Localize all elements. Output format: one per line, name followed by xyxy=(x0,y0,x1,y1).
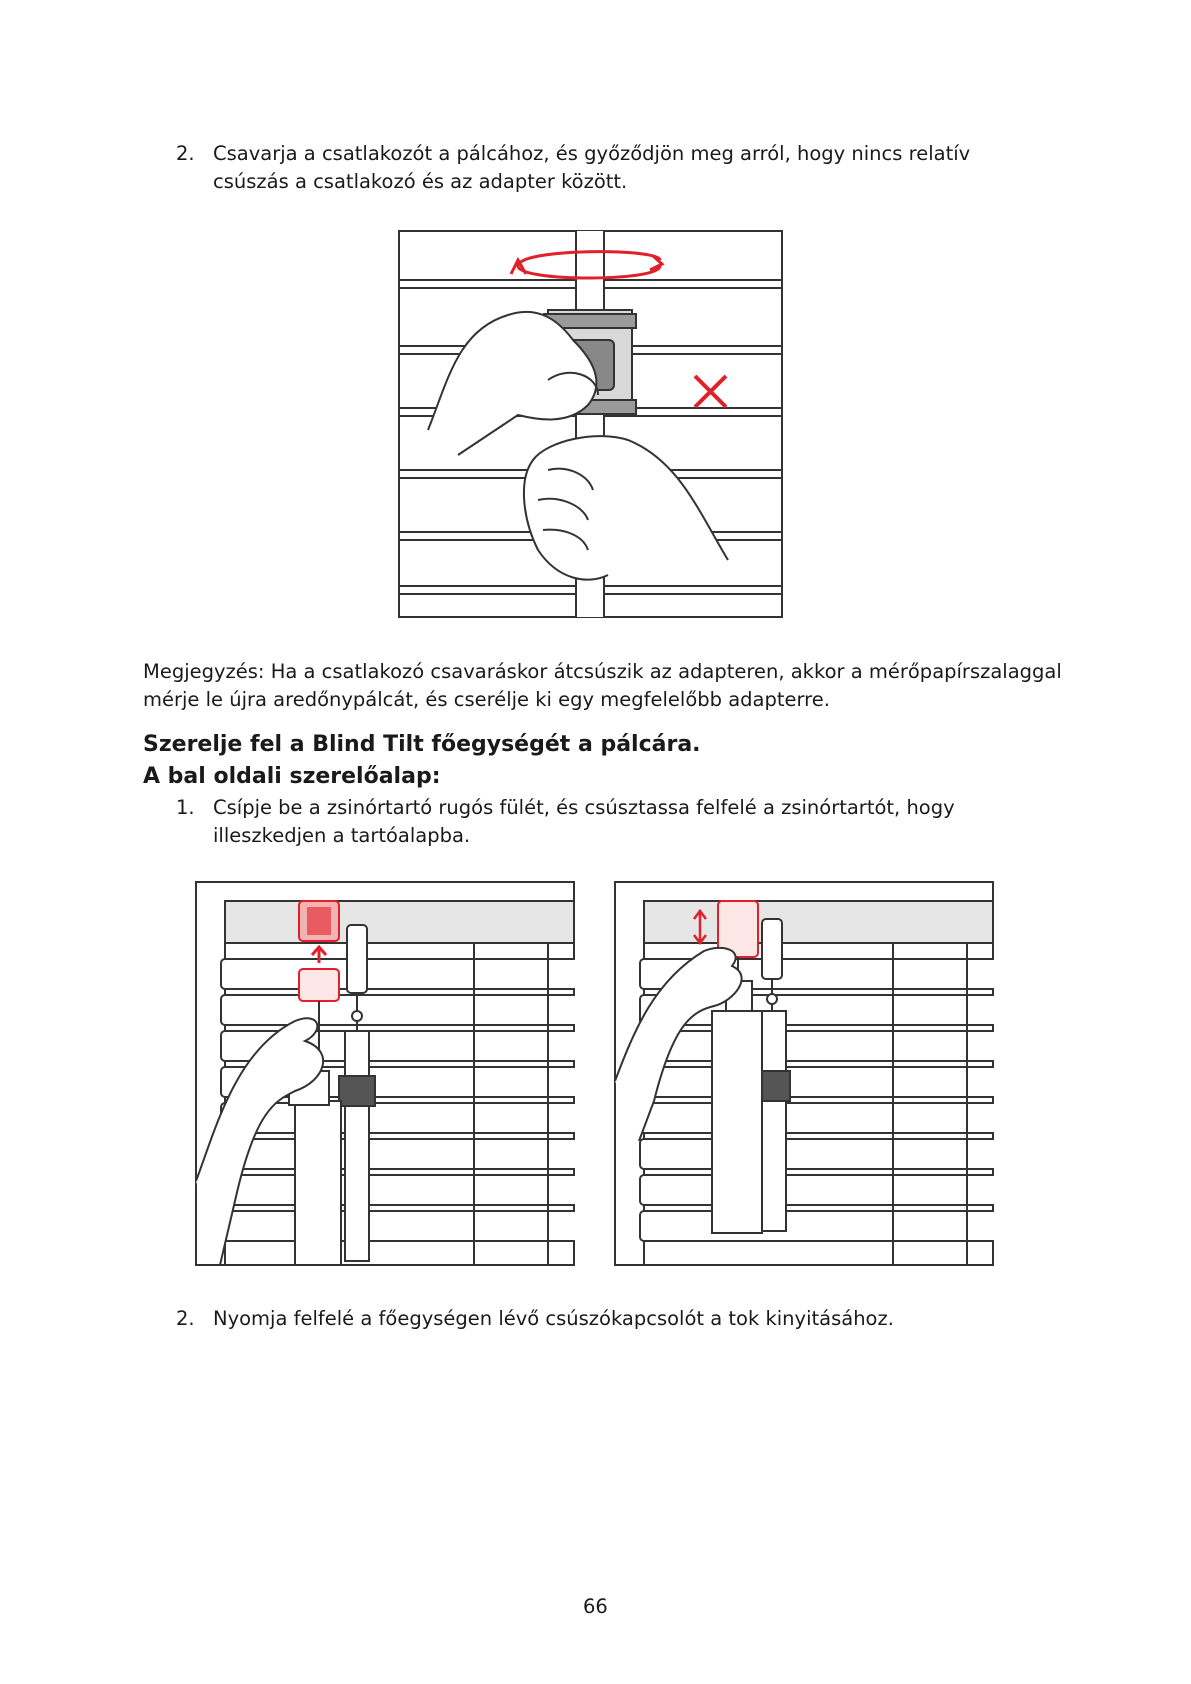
step-number: 2. xyxy=(176,142,195,165)
figure-cord-holder-slide xyxy=(195,881,575,1266)
step-text: Nyomja felfelé a főegységen lévő csúszókapcsolót a tok kinyitásához. xyxy=(213,1307,894,1330)
figure-cord-holder-fitted xyxy=(614,881,994,1266)
step-number: 2. xyxy=(176,1307,195,1330)
section-heading: Szerelje fel a Blind Tilt főegységét a pálcára. xyxy=(143,732,701,757)
step-text: Csavarja a csatlakozót a pálcához, és győződjön meg arról, hogy nincs relatív csúszás a csatlakozó és az adapter között. xyxy=(213,142,971,193)
figure-twist-connector xyxy=(398,230,783,618)
step-text: Csípje be a zsinórtartó rugós fülét, és csúsztassa felfelé a zsinórtartót, hogy illeszkedjen a tartóalapba. xyxy=(213,796,955,847)
step-number: 1. xyxy=(176,796,195,819)
subsection-heading: A bal oldali szerelőalap: xyxy=(143,764,441,789)
note-text: Megjegyzés: Ha a csatlakozó csavaráskor átcsúszik az adapteren, akkor a mérőpapírszalaggal mérje le újra aredőnypálcát, és cserélje ki egy megfelelőbb adapterre. xyxy=(143,660,1062,711)
page-number: 66 xyxy=(583,1595,608,1618)
